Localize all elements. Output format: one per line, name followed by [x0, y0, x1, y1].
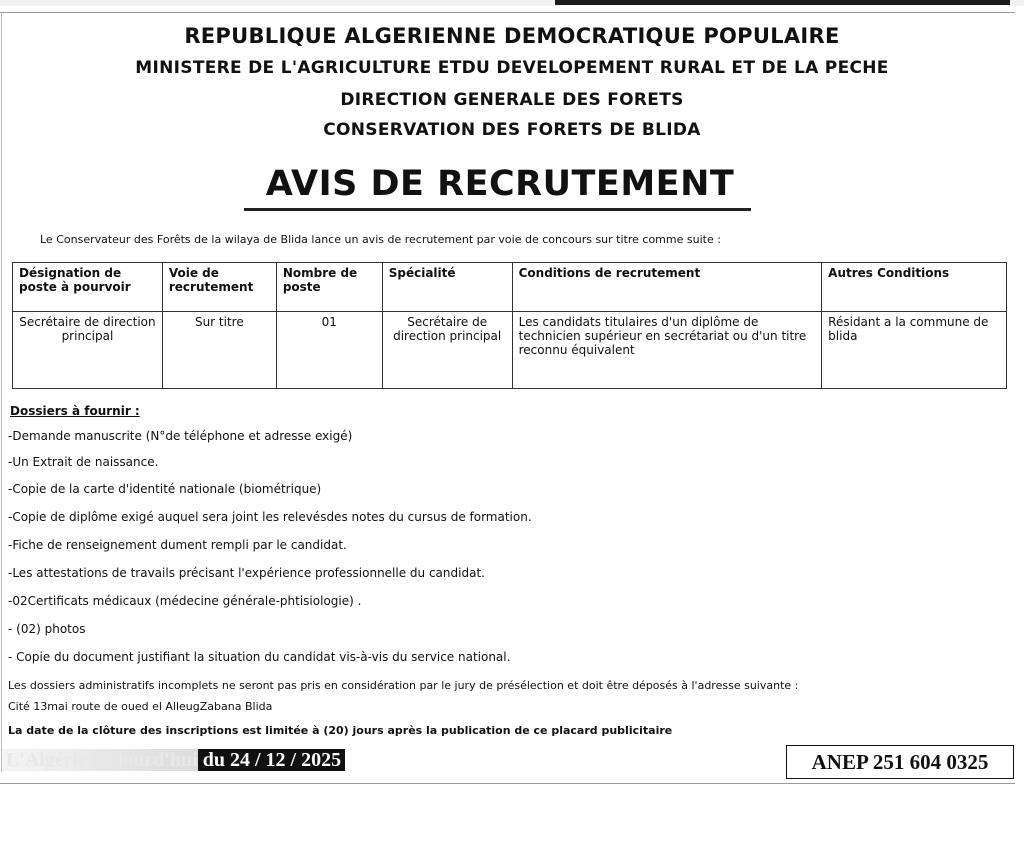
table-row: [13, 312, 1007, 389]
deposit-address: Cité 13mai route de oued el AlleugZabana Blida: [8, 700, 273, 713]
newspaper-name: L'Algérie Aujourd'hui: [2, 749, 198, 771]
cell-designation: Secrétaire de direction principal: [13, 312, 163, 389]
top-strip-dark: [555, 0, 1010, 5]
list-item: -Copie de la carte d'identité nationale (biométrique): [8, 482, 322, 496]
col-header-specialite: Spécialité: [382, 263, 512, 312]
col-header-voie: Voie de recrutement: [162, 263, 276, 312]
deadline-text: La date de la clôture des inscriptions est limitée à (20) jours après la publication de ce placard publicitaire: [8, 724, 673, 737]
anep-reference: ANEP 251 604 0325: [786, 745, 1014, 779]
col-header-designation: Désignation de poste à pourvoir: [13, 263, 163, 312]
recruitment-table: [12, 262, 1007, 389]
table-header-row: [13, 263, 1007, 312]
list-item: -Un Extrait de naissance.: [8, 455, 159, 469]
publication-date: du 24 / 12 / 2025: [198, 749, 345, 771]
header-direction: DIRECTION GENERALE DES FORETS: [340, 90, 684, 110]
header-ministry: MINISTERE DE L'AGRICULTURE ETDU DEVELOPEMENT RURAL ET DE LA PECHE: [135, 58, 889, 78]
cell-specialite: Secrétaire de direction principal: [382, 312, 512, 389]
list-item: -02Certificats médicaux (médecine générale-phtisiologie) .: [8, 594, 362, 608]
incomplete-dossiers-note: Les dossiers administratifs incomplets ne seront pas pris en considération par le jury de présélection et doit être déposés à l'adresse suivante :: [8, 679, 799, 692]
dossiers-title: Dossiers à fournir :: [10, 404, 140, 418]
header-conservation: CONSERVATION DES FORETS DE BLIDA: [323, 120, 701, 140]
title-underline: [244, 208, 751, 211]
list-item: -Copie de diplôme exigé auquel sera joint les relevésdes notes du cursus de formation.: [8, 510, 532, 524]
notice-title: AVIS DE RECRUTEMENT: [265, 164, 735, 204]
cell-autres: Résidant a la commune de blida: [822, 312, 1007, 389]
list-item: -Les attestations de travails précisant l'expérience professionnelle du candidat.: [8, 566, 485, 580]
cell-conditions: Les candidats titulaires d'un diplôme de technicien supérieur en secrétariat ou d'un titre reconnu équivalent: [512, 312, 822, 389]
col-header-autres: Autres Conditions: [822, 263, 1007, 312]
header-republic: REPUBLIQUE ALGERIENNE DEMOCRATIQUE POPULAIRE: [184, 24, 840, 48]
list-item: -Demande manuscrite (N°de téléphone et adresse exigé): [8, 429, 353, 443]
cell-voie: Sur titre: [162, 312, 276, 389]
list-item: - (02) photos: [8, 622, 86, 636]
list-item: - Copie du document justifiant la situation du candidat vis-à-vis du service national.: [8, 650, 511, 664]
cell-nombre: 01: [276, 312, 382, 389]
col-header-nombre: Nombre de poste: [276, 263, 382, 312]
publication-source: [2, 746, 345, 774]
col-header-conditions: Conditions de recrutement: [512, 263, 822, 312]
list-item: -Fiche de renseignement dument rempli par le candidat.: [8, 538, 347, 552]
intro-text: Le Conservateur des Forêts de la wilaya de Blida lance un avis de recrutement par voie de concours sur titre comme suite :: [40, 233, 721, 246]
